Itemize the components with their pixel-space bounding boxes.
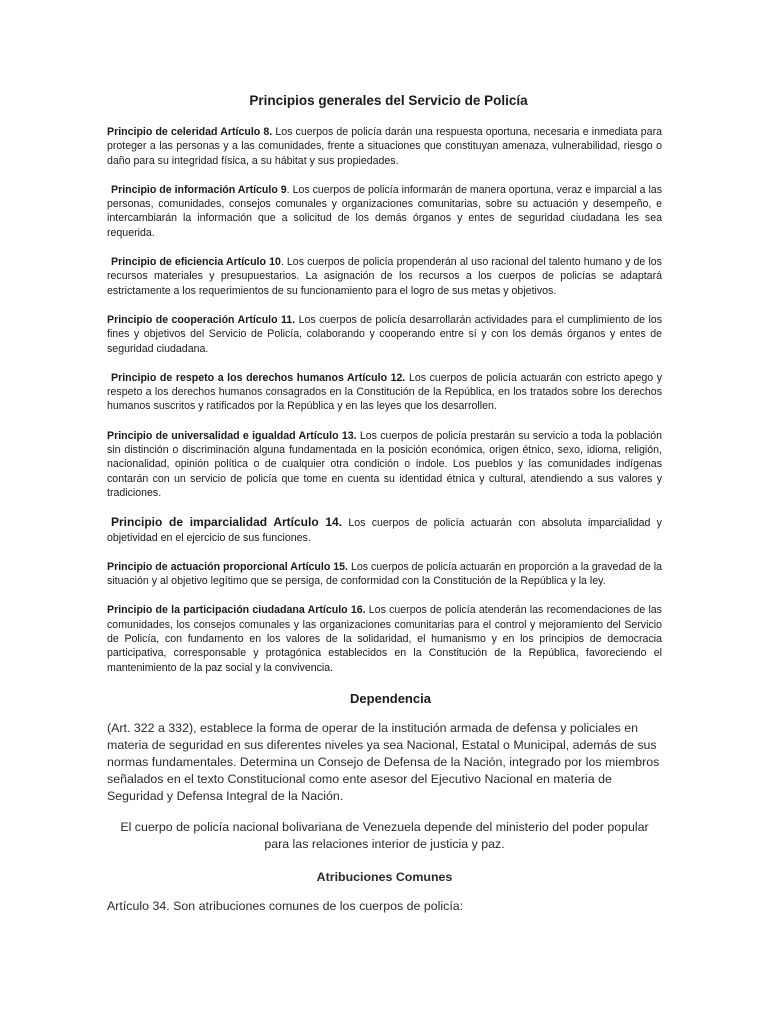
principle-actuacion-proporcional	[107, 560, 662, 589]
principle-universalidad	[107, 429, 662, 500]
dependencia-heading: Dependencia	[350, 690, 431, 706]
principle-celeridad	[107, 125, 662, 168]
principle-text: Los cuerpos de policía prestarán su servicio a toda la población sin distinción o discriminación alguna fundamentada en la posición económica, origen étnico, sexo, idioma, religión, nacionalidad, opinión política o de cualquier otra condición o índole. Los pueblos y las comunidades indígenas contarán con un servicio de policía que tome en cuenta su identidad étnica y cultural, atendiendo a sus valores y tradiciones.	[107, 429, 662, 499]
atribuciones-heading: Atribuciones Comunes	[316, 869, 453, 884]
dependencia-statement: El cuerpo de policía nacional bolivariana de Venezuela depende del ministerio del poder popular para las relaciones interior de justicia y paz.	[120, 819, 649, 851]
principle-informacion	[107, 183, 662, 240]
principle-name: Principio de información Artículo 9	[111, 183, 287, 196]
principle-name: Principio de respeto a los derechos humanos Artículo 12.	[111, 371, 406, 384]
principle-text: Los cuerpos de policía darán una respuesta oportuna, necesaria e inmediata para proteger a las personas y a las comunidades, frente a situaciones que constituyan amenaza, vulnerabilidad, riesgo o daño para su integridad física, a su hábitat y sus propiedades.	[107, 126, 662, 167]
principle-participacion-ciudadana	[107, 603, 662, 674]
principle-text: . Los cuerpos de policía propenderán al uso racional del talento humano y de los recursos materiales y presupuestarios. La asignación de los recursos a los cuerpos de policías se adaptará estrictamente a los requerimientos de su funcionamiento para el logro de sus metas y objetivos.	[107, 256, 662, 297]
principle-name: Principio de actuación proporcional Artículo 15.	[107, 560, 348, 573]
principle-text: Los cuerpos de policía desarrollarán actividades para el cumplimiento de los fines y objetivos del Servicio de Policía, colaborando y cooperando entre sí y con los demás órganos y entes de seguridad ciudadana.	[107, 313, 662, 355]
principle-imparcialidad	[107, 515, 662, 545]
principle-text: Los cuerpos de policía actuarán con estricto apego y respeto a los derechos humanos consagrados en la Constitución de la República, en los tratados sobre los derechos humanos suscritos y ratificados por la República y en las leyes que los desarrollen.	[107, 371, 663, 413]
principle-name: Principio de la participación ciudadana Artículo 16.	[107, 604, 366, 617]
principle-text: Los cuerpos de policía atenderán las recomendaciones de las comunidades, los consejos comunales y las organizaciones comunitarias para el control y mejoramiento del Servicio de Policía, con fundamento en los valores de la solidaridad, el humanismo y en los principios de democracia participativa, corresponsable y protagónica establecidos en la Constitución de la República, favoreciendo el mantenimiento de la paz social y la convivencia.	[107, 604, 662, 674]
principle-name: Principio de eficiencia Artículo 10	[111, 256, 281, 269]
principle-name: Principio de celeridad Artículo 8.	[107, 126, 273, 138]
principle-eficiencia	[107, 255, 662, 298]
principle-name: Principio de cooperación Artículo 11.	[107, 313, 296, 326]
principle-text: Los cuerpos de policía actuarán en proporción a la gravedad de la situación y al objetivo legítimo que se persiga, de conformidad con la Constitución de la República y la ley.	[107, 560, 663, 588]
principle-name: Principio de universalidad e igualdad Artículo 13.	[107, 429, 357, 442]
principle-cooperacion	[107, 313, 662, 356]
document-title: Principios generales del Servicio de Policía	[249, 93, 528, 108]
article-34-line: Artículo 34. Son atribuciones comunes de los cuerpos de policía:	[107, 898, 464, 913]
principle-text: . Los cuerpos de policía informarán de manera oportuna, veraz e imparcial a las personas, comunidades, consejos comunales y organizaciones comunitarias, sobre su actuación y desempeño, e intercambiarán la información que a solicitud de los demás órganos y entes de seguridad ciudadana les sea requerida.	[107, 183, 662, 239]
principle-derechos-humanos	[107, 371, 662, 414]
principle-name: Principio de imparcialidad Artículo 14.	[111, 515, 343, 530]
principle-text: Los cuerpos de policía actuarán con absoluta imparcialidad y objetividad en el ejercicio de sus funciones.	[107, 517, 662, 544]
dependencia-paragraph: (Art. 322 a 332), establece la forma de operar de la institución armada de defensa y policiales en materia de seguridad en sus diferentes niveles ya sea Nacional, Estatal o Municipal, además de sus normas fundamentales. Determina un Consejo de Defensa de la Nación, integrado por los miembros señalados en el texto Constitucional como ente asesor del Ejecutivo Nacional en materia de Seguridad y Defensa Integral de la Nación.	[107, 720, 660, 803]
